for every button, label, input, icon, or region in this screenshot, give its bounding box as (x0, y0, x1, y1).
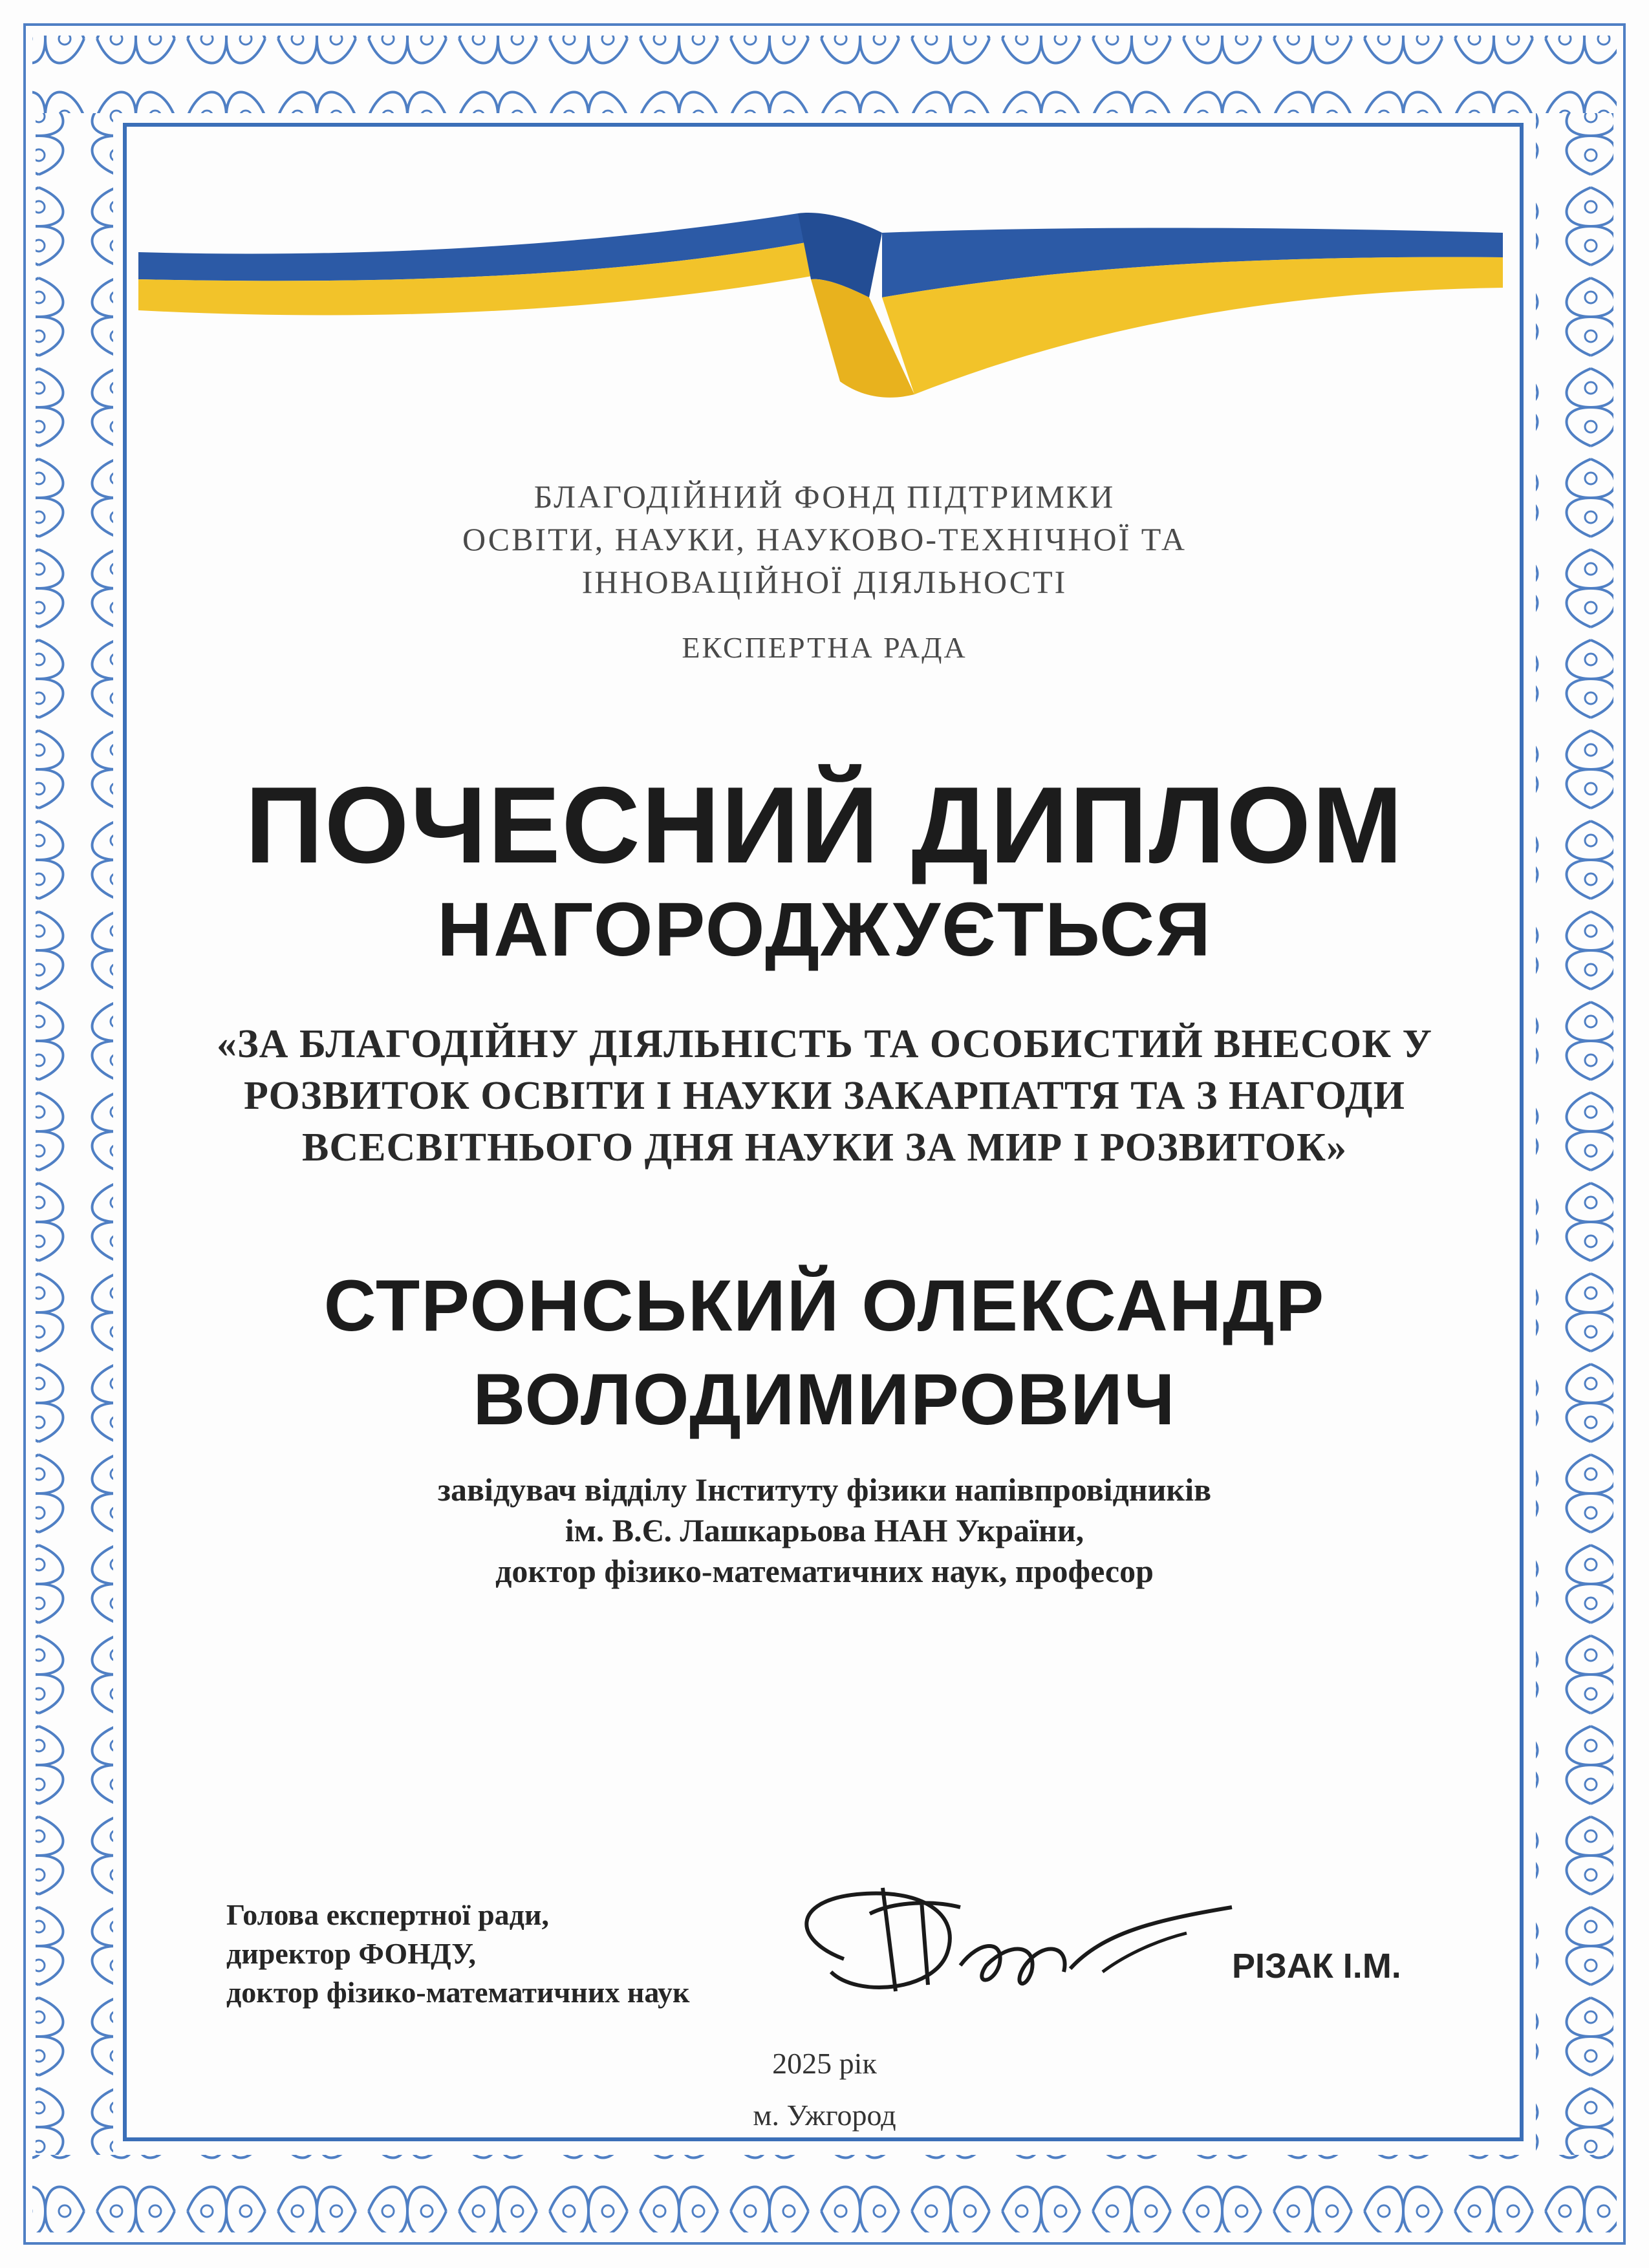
recipient-position-line-2: ім. В.Є. Лашкарьова НАН України, (565, 1512, 1084, 1548)
recipient-position-line-3: доктор фізико-математичних наук, професор (495, 1553, 1154, 1589)
org-name-line-1: БЛАГОДІЙНИЙ ФОНД ПІДТРИМКИ (534, 478, 1116, 515)
award-reason-line-2: РОЗВИТОК ОСВІТИ І НАУКИ ЗАКАРПАТТЯ ТА З НАГОДИ (244, 1074, 1405, 1118)
signer-name: РІЗАК І.М. (1232, 1947, 1401, 1985)
diploma-title: ПОЧЕСНИЙ ДИПЛОМ (244, 764, 1405, 886)
flag-ribbon-icon (138, 207, 1503, 420)
recipient-name-line-2: ВОЛОДИМИРОВИЧ (473, 1359, 1176, 1440)
issue-year: 2025 рік (772, 2047, 877, 2080)
award-reason-line-1: «ЗА БЛАГОДІЙНУ ДІЯЛЬНІСТЬ ТА ОСОБИСТИЙ ВНЕСОК У (216, 1022, 1433, 1066)
issue-city: м. Ужгород (753, 2099, 896, 2132)
award-reason-line-3: ВСЕСВІТНЬОГО ДНЯ НАУКИ ЗА МИР І РОЗВИТОК» (301, 1126, 1347, 1170)
org-name-line-3: ІННОВАЦІЙНОЇ ДІЯЛЬНОСТІ (581, 564, 1068, 600)
handwritten-signature-icon (766, 1862, 1258, 2030)
diploma-subtitle: НАГОРОДЖУЄТЬСЯ (437, 887, 1212, 972)
signer-title-line-1: Голова експертної ради, (226, 1898, 549, 1931)
signer-title-line-3: доктор фізико-математичних наук (226, 1976, 690, 2009)
recipient-name-line-1: СТРОНСЬКИЙ ОЛЕКСАНДР (323, 1265, 1326, 1346)
signer-title-line-2: директор ФОНДУ, (226, 1937, 476, 1970)
org-name-line-2: ОСВІТИ, НАУКИ, НАУКОВО-ТЕХНІЧНОЇ ТА (462, 521, 1187, 557)
recipient-position-line-1: завідувач відділу Інституту фізики напівпровідників (437, 1471, 1212, 1508)
expert-council-label: ЕКСПЕРТНА РАДА (682, 631, 967, 664)
